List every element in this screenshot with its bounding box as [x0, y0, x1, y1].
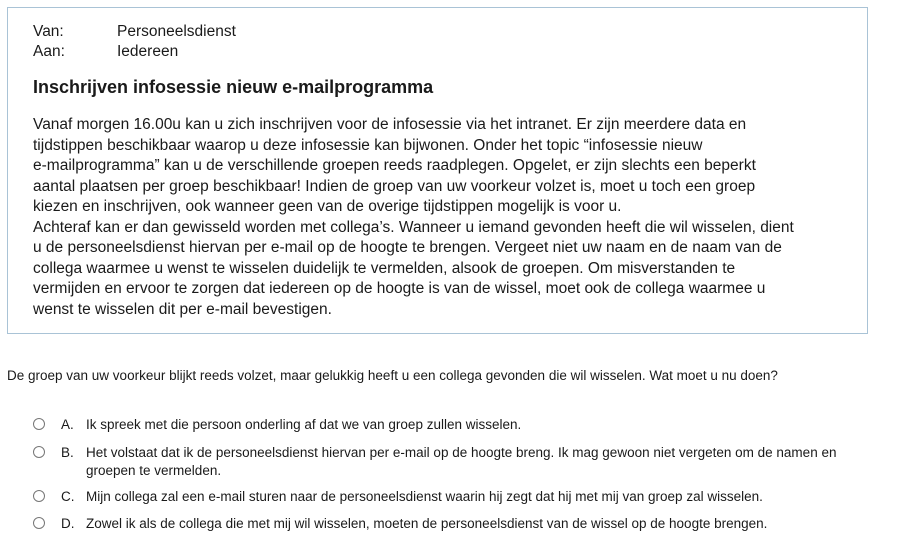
from-label: Van:: [33, 23, 64, 40]
option-a-letter: A.: [61, 417, 74, 432]
option-d-text: Zowel ik als de collega die met mij wil wisselen, moeten de personeelsdienst van de wissel op de hoogte brengen.: [86, 516, 768, 531]
to-label: Aan:: [33, 43, 65, 60]
option-a-radio[interactable]: [33, 418, 45, 430]
option-d-radio[interactable]: [33, 517, 45, 529]
memo-box: [7, 7, 868, 334]
option-b-letter: B.: [61, 445, 74, 460]
to-value: Iedereen: [117, 43, 179, 60]
memo-body: Vanaf morgen 16.00u kan u zich inschrijven voor de infosessie via het intranet. Er zijn meerdere data en tijdstippen beschikbaar waarop u deze infosessie kan bijwonen. Onder het topic “infosessie nieuw e-mailprogramma” kan u de verschillende groepen reeds raadplegen. Opgelet, er zijn slechts een beperkt aantal plaatsen per groep beschikbaar! Indien de groep van uw voorkeur volzet is, moet u toch een groep kiezen en inschrijven, ook wanneer geen van de overige tijdstippen mogelijk is voor u. Achteraf kan er dan gewisseld worden met collega’s. Wanneer u iemand gevonden heeft die wil wisselen, dient u de personeelsdienst hiervan per e-mail op de hoogte te brengen. Vergeet niet uw naam en de naam van de collega waarmee u wenst te wisselen duidelijk te vermelden, alsook de groepen. Om misverstanden te vermijden en ervoor te zorgen dat iedereen op de hoogte is van de wissel, moet ook de collega waarmee u wenst te wisselen dit per e-mail bevestigen.: [33, 116, 794, 318]
memo-subject: Inschrijven infosessie nieuw e-mailprogramma: [33, 77, 434, 97]
option-d-letter: D.: [61, 516, 75, 531]
from-row: [33, 22, 236, 42]
to-row: [33, 42, 178, 62]
option-b-radio[interactable]: [33, 446, 45, 458]
from-value: Personeelsdienst: [117, 23, 236, 40]
question-text: De groep van uw voorkeur blijkt reeds volzet, maar gelukkig heeft u een collega gevonden die wil wisselen. Wat moet u nu doen?: [7, 368, 778, 383]
option-c-text: Mijn collega zal een e-mail sturen naar de personeelsdienst waarin hij zegt dat hij met mij van groep zal wisselen.: [86, 489, 763, 504]
option-c-radio[interactable]: [33, 490, 45, 502]
option-b-text: Het volstaat dat ik de personeelsdienst hiervan per e-mail op de hoogte breng. Ik mag gewoon niet vergeten om de namen en groepen te vermelden.: [86, 445, 837, 478]
option-a-text: Ik spreek met die persoon onderling af dat we van groep zullen wisselen.: [86, 417, 522, 432]
option-c-letter: C.: [61, 489, 75, 504]
